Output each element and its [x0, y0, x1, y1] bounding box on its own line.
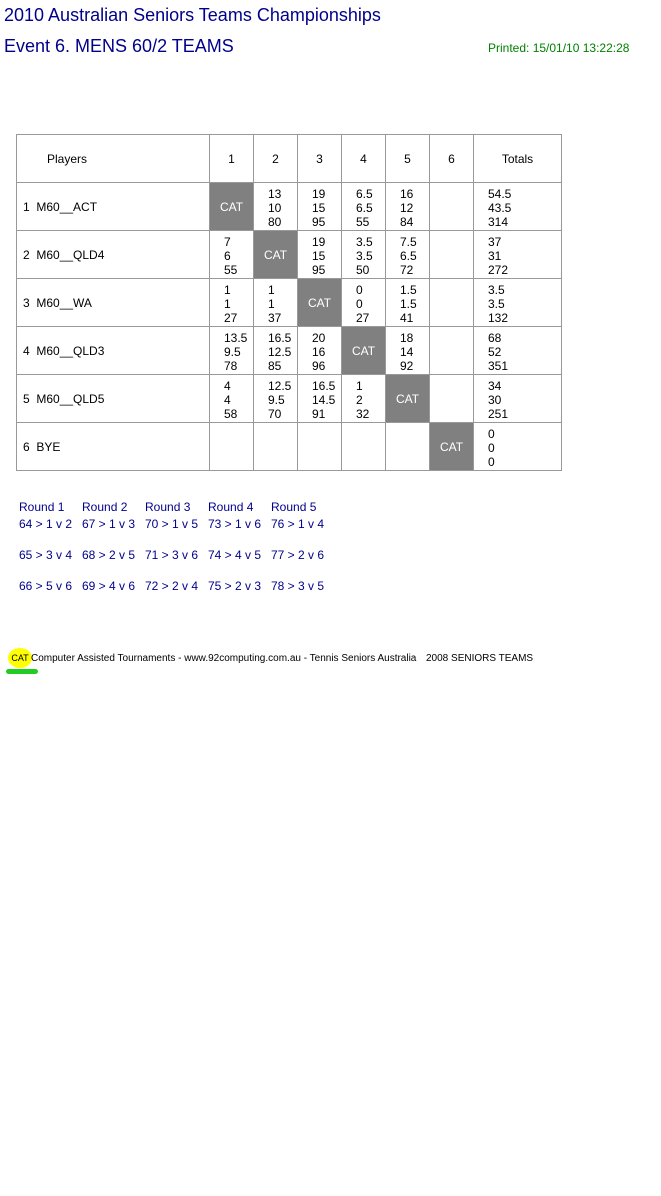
round-header: Round 2	[82, 500, 128, 514]
header-col-1: 1	[210, 135, 254, 183]
score-value: 12.5	[268, 378, 292, 393]
score-cell	[386, 183, 430, 231]
score-cell	[430, 375, 474, 423]
cat-cell: CAT	[298, 279, 342, 327]
score-cell	[298, 423, 342, 471]
score-value: 3.5	[356, 234, 373, 249]
score-value: 1.5	[400, 296, 417, 311]
cat-cell: CAT	[210, 183, 254, 231]
match-entry: 68 > 2 v 5	[82, 548, 136, 562]
score-value	[356, 441, 385, 455]
total-value: 3.5	[488, 282, 505, 297]
score-value	[444, 345, 473, 359]
score-cell	[298, 183, 342, 231]
team-name	[17, 327, 210, 375]
score-value: 19	[312, 186, 326, 201]
score-value: 58	[224, 406, 238, 421]
round-header: Round 3	[145, 500, 191, 514]
score-value: 55	[224, 262, 238, 277]
score-value: 27	[224, 310, 238, 325]
team-label: M60__QLD3	[36, 343, 105, 358]
score-value: 19	[312, 234, 326, 249]
score-cell	[298, 327, 342, 375]
score-cell	[210, 231, 254, 279]
team-number: 3	[23, 295, 30, 310]
team-label: M60__QLD5	[36, 391, 105, 406]
score-value: 70	[268, 406, 282, 421]
score-value	[268, 441, 297, 455]
score-value: 91	[312, 406, 326, 421]
score-cell	[386, 231, 430, 279]
score-value	[312, 427, 341, 441]
match-entry: 76 > 1 v 4	[271, 517, 325, 531]
score-value	[444, 359, 473, 373]
championship-title: 2010 Australian Seniors Teams Championships	[4, 5, 381, 25]
score-cell	[342, 423, 386, 471]
score-value: 16.5	[312, 378, 336, 393]
match-entry: 71 > 3 v 6	[145, 548, 199, 562]
score-value: 50	[356, 262, 370, 277]
cat-logo-icon: CAT	[8, 648, 32, 668]
score-value: 13	[268, 186, 282, 201]
match-entry: 72 > 2 v 4	[145, 579, 199, 593]
score-value: 0	[356, 296, 363, 311]
team-row	[17, 375, 562, 423]
score-value: 95	[312, 214, 326, 229]
team-row	[17, 423, 562, 471]
score-value: 1	[224, 282, 231, 297]
total-value: 52	[488, 344, 502, 359]
score-value: 95	[312, 262, 326, 277]
match-entry: 74 > 4 v 5	[208, 548, 262, 562]
footer-credit: Computer Assisted Tournaments - www.92computing.com.au - Tennis Seniors Australia	[31, 653, 417, 664]
totals-cell	[474, 183, 562, 231]
score-cell	[342, 279, 386, 327]
score-value: 14.5	[312, 392, 336, 407]
score-cell	[342, 231, 386, 279]
team-number: 1	[23, 199, 30, 214]
score-cell	[430, 183, 474, 231]
score-value: 6.5	[356, 186, 373, 201]
header-col-6: 6	[430, 135, 474, 183]
cat-cell: CAT	[430, 423, 474, 471]
score-value: 0	[356, 282, 363, 297]
cat-cell: CAT	[254, 231, 298, 279]
totals-cell	[474, 231, 562, 279]
score-cell	[342, 375, 386, 423]
match-entry: 73 > 1 v 6	[208, 517, 262, 531]
total-value: 0	[488, 454, 495, 469]
score-value	[356, 427, 385, 441]
cat-cell: CAT	[386, 375, 430, 423]
score-value	[444, 201, 473, 215]
score-value	[444, 393, 473, 407]
score-value: 1.5	[400, 282, 417, 297]
score-value	[444, 379, 473, 393]
round-header: Round 4	[208, 500, 254, 514]
team-number: 4	[23, 343, 30, 358]
score-cell	[254, 279, 298, 327]
total-value: 0	[488, 440, 495, 455]
score-value	[268, 455, 297, 469]
score-cell	[386, 423, 430, 471]
score-value	[224, 441, 253, 455]
team-label: M60__ACT	[36, 199, 98, 214]
total-value: 351	[488, 358, 509, 373]
totals-cell	[474, 375, 562, 423]
score-value	[400, 427, 429, 441]
score-value: 3.5	[356, 248, 373, 263]
match-entry: 66 > 5 v 6	[19, 579, 73, 593]
score-cell	[430, 327, 474, 375]
header-col-3: 3	[298, 135, 342, 183]
score-value: 6.5	[400, 248, 417, 263]
cat-cell: CAT	[342, 327, 386, 375]
score-value: 15	[312, 248, 326, 263]
total-value: 54.5	[488, 186, 512, 201]
score-value	[444, 215, 473, 229]
score-value: 7	[224, 234, 231, 249]
score-value: 2	[356, 392, 363, 407]
score-cell	[254, 423, 298, 471]
totals-cell	[474, 279, 562, 327]
match-entry: 75 > 2 v 3	[208, 579, 262, 593]
score-value	[444, 283, 473, 297]
score-cell	[430, 279, 474, 327]
match-entry: 67 > 1 v 3	[82, 517, 136, 531]
score-value: 12	[400, 200, 414, 215]
round-header: Round 1	[19, 500, 65, 514]
total-value: 314	[488, 214, 509, 229]
score-value: 4	[224, 378, 231, 393]
score-value	[444, 297, 473, 311]
score-value	[444, 311, 473, 325]
score-cell	[386, 279, 430, 327]
score-value	[444, 407, 473, 421]
score-value: 1	[356, 378, 363, 393]
score-value	[400, 441, 429, 455]
total-value: 272	[488, 262, 509, 277]
score-value: 85	[268, 358, 282, 373]
score-value: 84	[400, 214, 414, 229]
score-value	[312, 441, 341, 455]
score-value: 78	[224, 358, 238, 373]
team-name	[17, 279, 210, 327]
score-value: 96	[312, 358, 326, 373]
match-entry: 78 > 3 v 5	[271, 579, 325, 593]
total-value: 132	[488, 310, 509, 325]
team-number: 6	[23, 439, 30, 454]
score-value: 9.5	[224, 344, 241, 359]
score-value: 9.5	[268, 392, 285, 407]
score-value: 18	[400, 330, 414, 345]
score-value: 16.5	[268, 330, 292, 345]
score-value: 20	[312, 330, 326, 345]
score-cell	[254, 327, 298, 375]
score-value: 37	[268, 310, 282, 325]
score-cell	[298, 231, 342, 279]
header-col-2: 2	[254, 135, 298, 183]
logo-underline	[6, 669, 38, 674]
score-value: 4	[224, 392, 231, 407]
team-row	[17, 183, 562, 231]
score-cell	[430, 231, 474, 279]
score-cell	[210, 423, 254, 471]
score-value: 12.5	[268, 344, 292, 359]
score-value	[312, 455, 341, 469]
team-label: M60__QLD4	[36, 247, 105, 262]
results-grid	[16, 134, 562, 471]
score-value: 55	[356, 214, 370, 229]
event-title: Event 6. MENS 60/2 TEAMS	[4, 36, 234, 56]
team-name	[17, 231, 210, 279]
team-name	[17, 375, 210, 423]
total-value: 34	[488, 378, 502, 393]
header-col-5: 5	[386, 135, 430, 183]
score-value	[444, 331, 473, 345]
header-totals: Totals	[474, 135, 562, 183]
score-cell	[298, 375, 342, 423]
score-cell	[210, 327, 254, 375]
score-value	[400, 455, 429, 469]
footer-event-name: 2008 SENIORS TEAMS	[426, 653, 534, 664]
score-cell	[342, 183, 386, 231]
team-name	[17, 423, 210, 471]
score-value	[444, 249, 473, 263]
score-value: 1	[224, 296, 231, 311]
header-players: Players	[17, 135, 210, 183]
printed-timestamp: Printed: 15/01/10 13:22:28	[488, 41, 630, 55]
totals-cell	[474, 423, 562, 471]
totals-cell	[474, 327, 562, 375]
score-value: 6	[224, 248, 231, 263]
score-value: 80	[268, 214, 282, 229]
score-value: 7.5	[400, 234, 417, 249]
score-value: 6.5	[356, 200, 373, 215]
score-cell	[254, 375, 298, 423]
score-value	[224, 427, 253, 441]
score-value: 92	[400, 358, 414, 373]
score-value	[356, 455, 385, 469]
score-value	[224, 455, 253, 469]
score-value	[444, 187, 473, 201]
team-row	[17, 327, 562, 375]
header-col-4: 4	[342, 135, 386, 183]
score-value: 15	[312, 200, 326, 215]
round-header: Round 5	[271, 500, 317, 514]
score-value: 13.5	[224, 330, 248, 345]
total-value: 43.5	[488, 200, 512, 215]
score-value: 1	[268, 296, 275, 311]
score-cell	[254, 183, 298, 231]
team-label: M60__WA	[36, 295, 92, 310]
score-value: 41	[400, 310, 414, 325]
team-label: BYE	[36, 439, 61, 454]
team-number: 5	[23, 391, 30, 406]
score-value: 16	[312, 344, 326, 359]
score-value	[444, 235, 473, 249]
team-name	[17, 183, 210, 231]
total-value: 30	[488, 392, 502, 407]
match-entry: 77 > 2 v 6	[271, 548, 325, 562]
total-value: 0	[488, 426, 495, 441]
score-value	[268, 427, 297, 441]
team-row	[17, 279, 562, 327]
score-cell	[210, 375, 254, 423]
score-value	[444, 263, 473, 277]
team-row	[17, 231, 562, 279]
total-value: 37	[488, 234, 502, 249]
match-entry: 70 > 1 v 5	[145, 517, 199, 531]
match-entry: 65 > 3 v 4	[19, 548, 73, 562]
match-entry: 69 > 4 v 6	[82, 579, 136, 593]
match-entry: 64 > 1 v 2	[19, 517, 73, 531]
score-value: 1	[268, 282, 275, 297]
total-value: 31	[488, 248, 502, 263]
score-value: 16	[400, 186, 414, 201]
total-value: 3.5	[488, 296, 505, 311]
score-cell	[386, 327, 430, 375]
score-value: 32	[356, 406, 370, 421]
total-value: 251	[488, 406, 509, 421]
team-number: 2	[23, 247, 30, 262]
score-value: 14	[400, 344, 414, 359]
score-value: 10	[268, 200, 282, 215]
score-value: 27	[356, 310, 370, 325]
score-value: 72	[400, 262, 414, 277]
score-cell	[210, 279, 254, 327]
total-value: 68	[488, 330, 502, 345]
